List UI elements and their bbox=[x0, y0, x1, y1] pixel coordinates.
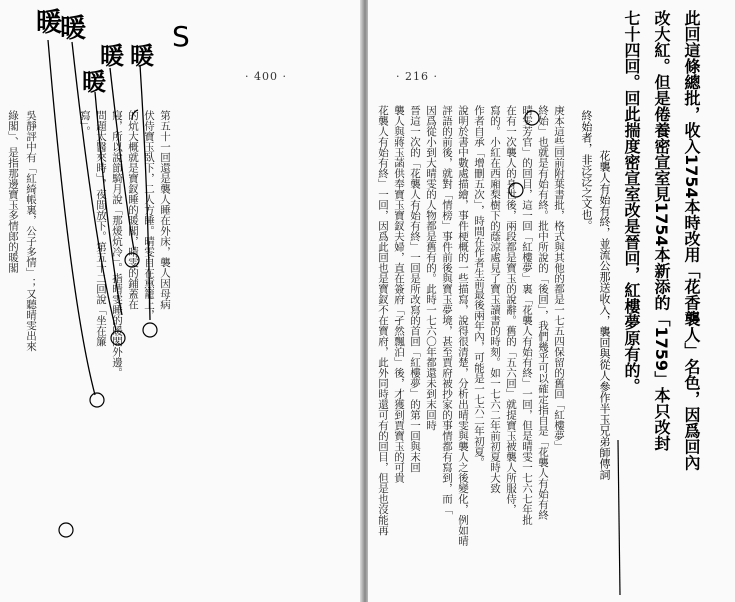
text-column: 因爲從小到大晴雯的人物都是舊有的。此時一七六〇年都還未到末回時 bbox=[425, 105, 437, 431]
handwritten-note: 暖 bbox=[100, 42, 124, 70]
text-column: 綠閣」、是指那邊寶玉多情郎的暖閣 bbox=[7, 110, 19, 273]
text-column: 第五十一回還是襲人睡在外床，襲人因母病 bbox=[159, 110, 171, 310]
left-page bbox=[0, 0, 362, 602]
text-column: 晉這一次的「花襲人有始有終」一回是所改寫的首回「紅樓夢」的第一回與末回 bbox=[409, 105, 421, 473]
handwritten-note: 暖 bbox=[36, 8, 63, 38]
handwritten-note: 暖 bbox=[130, 42, 154, 70]
text-column: 說明於書中數處描繪，事件梗概的一些描寫，說得很清楚，分析出晴雯與襲人之後變化，例如晴 bbox=[457, 105, 469, 546]
handwritten-lines bbox=[0, 0, 362, 602]
handwritten-note: S bbox=[172, 20, 190, 53]
text-column: 寫的。小紅在西廂梨樹下的蔭涼處見了寶玉讀書的時刻。如一七六二年前初夏時大致 bbox=[489, 105, 501, 494]
text-column: 作者自承「增刪五次」，時間在作者生前最後兩年內，可能是一七六二年初夏。 bbox=[473, 105, 485, 468]
text-column: 庚本這些回前附葉書批，格式與其他的都是一七五四保留的舊回「紅樓夢」 bbox=[553, 105, 565, 452]
text-column: 花襲人有始有終」一回，因爲此回也是寶釵不在寶府，此外同時還可有的回目，但是也沒能再 bbox=[377, 105, 389, 536]
text-column: 伏侍寶玉臥下，二人方睡。晴雯自在熏籠上， bbox=[143, 110, 155, 320]
text-column: 晴雯芳官」的回目，這一回「紅樓夢」裏「花襲人有始有終」一回，但是晴雯一七六七年批 bbox=[521, 105, 533, 525]
page-number-right: · 216 · bbox=[396, 70, 438, 83]
right-page bbox=[368, 0, 735, 602]
text-column: 吳靜評中有「紅綺帳裏，公子多情」；又聽晴雯出來 bbox=[25, 110, 37, 352]
text-column: 評語的前後，就對「情榜」事件前後與寶玉夢境，甚至賈府被抄家的事情都有寫到，而「 bbox=[441, 105, 453, 515]
page-number-left: · 400 · bbox=[245, 70, 287, 83]
text-column: 襲人與蔣玉菡供奉寶玉寶釵夫婦，直在簽府「孑然飄泊」後，才獲到賈寶玉的可貴 bbox=[393, 105, 405, 483]
text-column: 的炕大概就是寶釵睡的暖閣，晴雯的鋪蓋在 bbox=[127, 110, 139, 310]
text-column: 寢，所以說節騎月說「那煖炕冷」。指晴雯睡的暖閣外邊。 bbox=[111, 110, 123, 378]
text-column: 寫」。 bbox=[79, 110, 91, 137]
text-column: 問題太醫來時」，夜間放下。第五十二回說「坐在簾 bbox=[95, 110, 107, 347]
handwritten-note: 改大紅。但是倦養密宣室見1754本新添的「1759」本只改封 bbox=[652, 10, 671, 452]
handwritten-note: 暖 bbox=[82, 68, 106, 96]
text-column: 終始」也就是有始有終。批中所說的「後回」，我們幾乎可以確定指自是「花襲人有始有終 bbox=[537, 105, 549, 520]
handwritten-note: 七十四回。回此揣度密宣室改是晉回，紅樓夢原有的。 bbox=[622, 10, 641, 394]
handwritten-note: 此回這條總批，收入1754本時改用「花香襲人」名色，因爲回內 bbox=[682, 10, 701, 471]
handwritten-note: 終始者，非泛泛之文也。 bbox=[580, 110, 593, 231]
handwritten-note: 暖 bbox=[60, 14, 87, 44]
handwritten-note: 花襲人有始有終，並流公那送收入，襲回與從人參作半玉兄弟師傳詞 bbox=[598, 150, 611, 480]
text-column: 在有一次襲人的身世後，兩段都是寶玉的說辭。舊的「五六回」就提寶玉被襲人所服侍， bbox=[505, 105, 517, 515]
